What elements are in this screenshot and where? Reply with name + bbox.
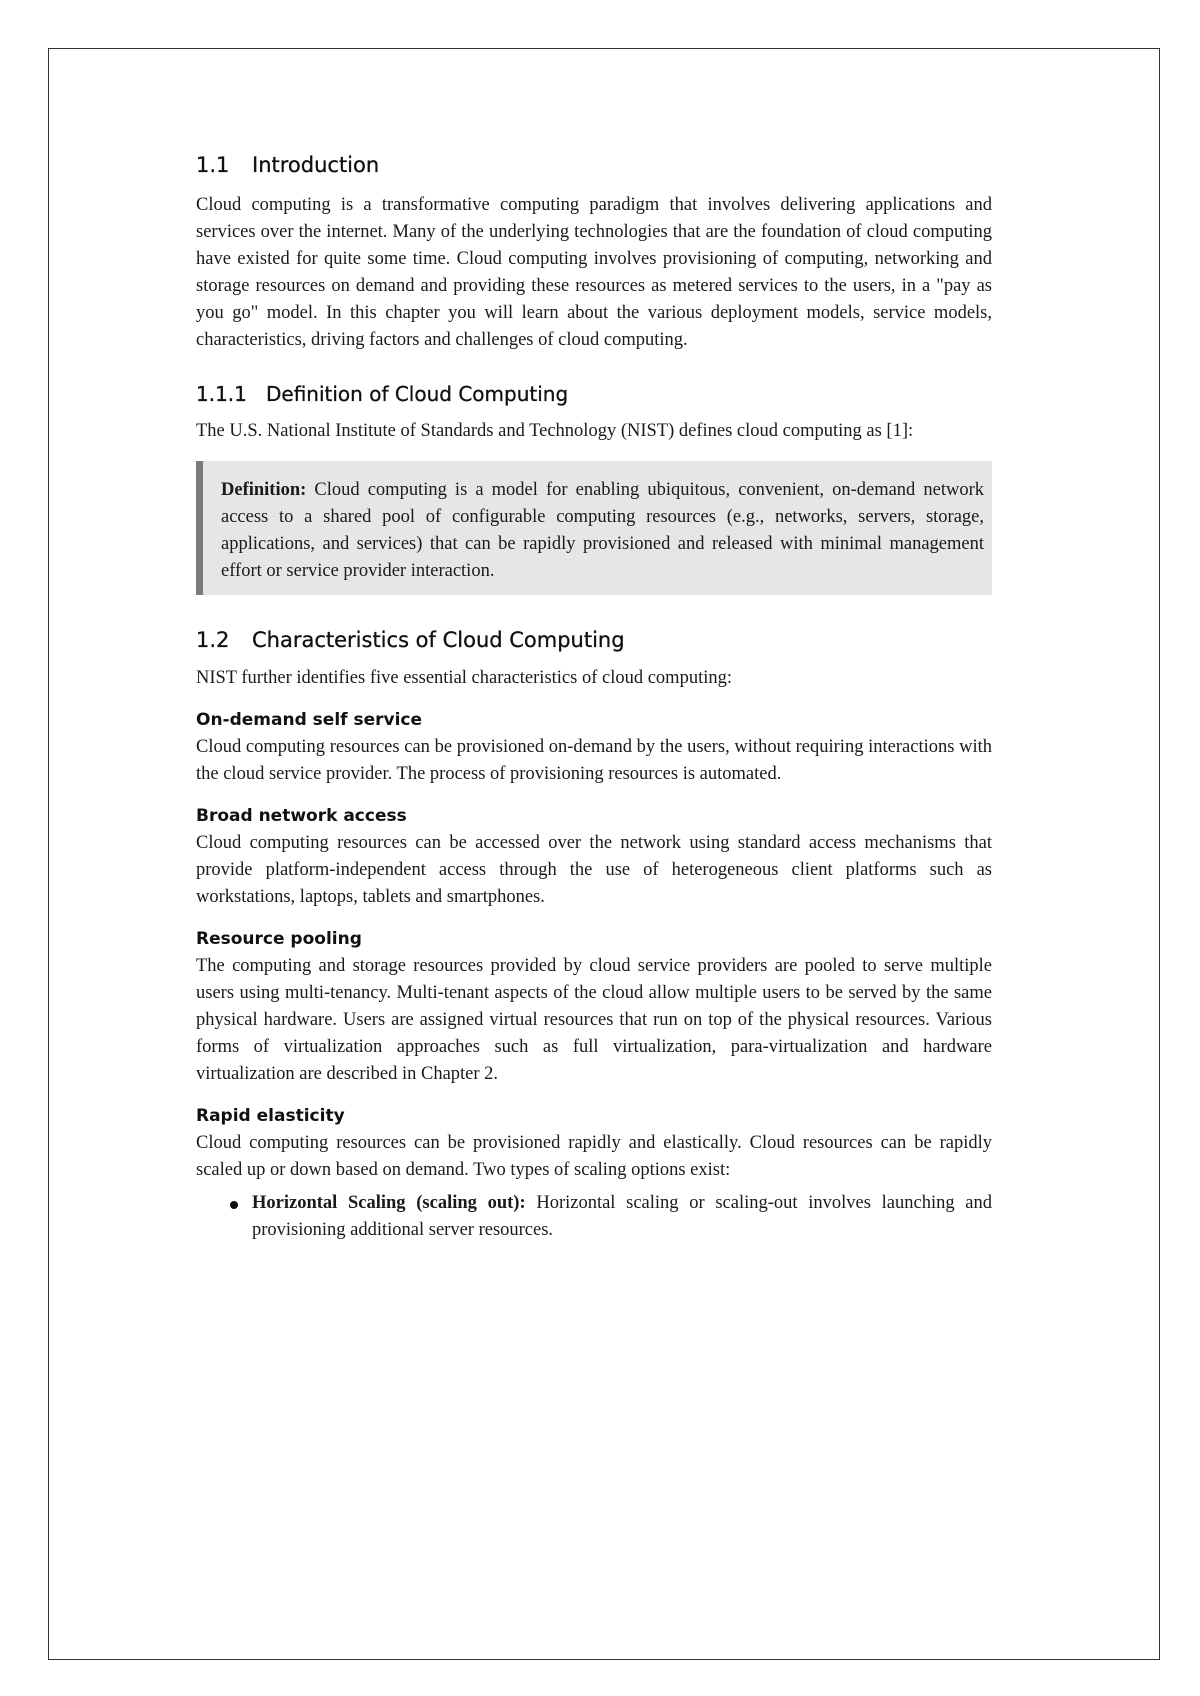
subsection-number: 1.1.1 <box>196 382 247 406</box>
section-heading-introduction <box>196 148 992 182</box>
section-title: Characteristics of Cloud Computing <box>252 628 625 652</box>
list-item <box>252 1190 992 1244</box>
para-heading-on-demand: On-demand self service <box>196 710 423 730</box>
broad-network-paragraph: Cloud computing resources can be accessed over the network using standard access mechanisms that provide platform-independent access through the use of heterogeneous client platforms such as workstations, laptops, tablets and smartphones. <box>196 833 992 907</box>
subsection-title: Definition of Cloud Computing <box>266 382 569 406</box>
para-heading-rapid-elasticity: Rapid elasticity <box>196 1106 345 1126</box>
section-number: 1.2 <box>196 628 230 652</box>
definition-intro-paragraph: The U.S. National Institute of Standards and Technology (NIST) defines cloud computing as [1]: <box>196 421 914 441</box>
section-heading-characteristics <box>196 623 992 657</box>
bullet-text: Horizontal scaling or scaling-out involves launching and provisioning additional server resources. <box>252 1193 992 1240</box>
resource-pooling-paragraph: The computing and storage resources provided by cloud service providers are pooled to serve multiple users using multi-tenancy. Multi-tenant aspects of the cloud allow multiple users to be served by the same physical hardware. Users are assigned virtual resources that run on top of the physical resources. Various forms of virtualization approaches such as full virtualization, para-virtualization and hardware virtualization are described in Chapter 2. <box>196 956 992 1084</box>
definition-box-text <box>221 477 984 585</box>
para-heading-broad-network: Broad network access <box>196 806 407 826</box>
bullet-label: Horizontal Scaling (scaling out): <box>252 1193 526 1213</box>
definition-label: Definition: <box>221 480 307 500</box>
rapid-elasticity-paragraph: Cloud computing resources can be provisioned rapidly and elastically. Cloud resources can be rapidly scaled up or down based on demand. Two types of scaling options exist: <box>196 1133 992 1180</box>
para-heading-resource-pooling: Resource pooling <box>196 929 362 949</box>
definition-text: Cloud computing is a model for enabling ubiquitous, convenient, on-demand network access to a shared pool of configurable computing resources (e.g., networks, servers, storage, applications, and services) that can be rapidly provisioned and released with minimal management effort or service provider interaction. <box>221 480 985 581</box>
section-title: Introduction <box>252 153 380 177</box>
on-demand-paragraph: Cloud computing resources can be provisioned on-demand by the users, without requiring interactions with the cloud service provider. The process of provisioning resources is automated. <box>196 737 992 784</box>
section-number: 1.1 <box>196 153 230 177</box>
document-body <box>196 148 992 1244</box>
definition-box <box>196 461 992 595</box>
characteristics-intro: NIST further identifies five essential characteristics of cloud computing: <box>196 668 732 688</box>
subsection-heading-definition <box>196 378 992 410</box>
intro-paragraph: Cloud computing is a transformative computing paradigm that involves delivering applications and services over the internet. Many of the underlying technologies that are the foundation of cloud computing have existed for quite some time. Cloud computing involves provisioning of computing, networking and storage resources on demand and providing these resources as metered services to the users, in a "pay as you go" model. In this chapter you will learn about the various deployment models, service models, characteristics, driving factors and challenges of cloud computing. <box>196 195 992 350</box>
scaling-options-list <box>196 1190 992 1244</box>
bullet-icon <box>230 1201 238 1209</box>
